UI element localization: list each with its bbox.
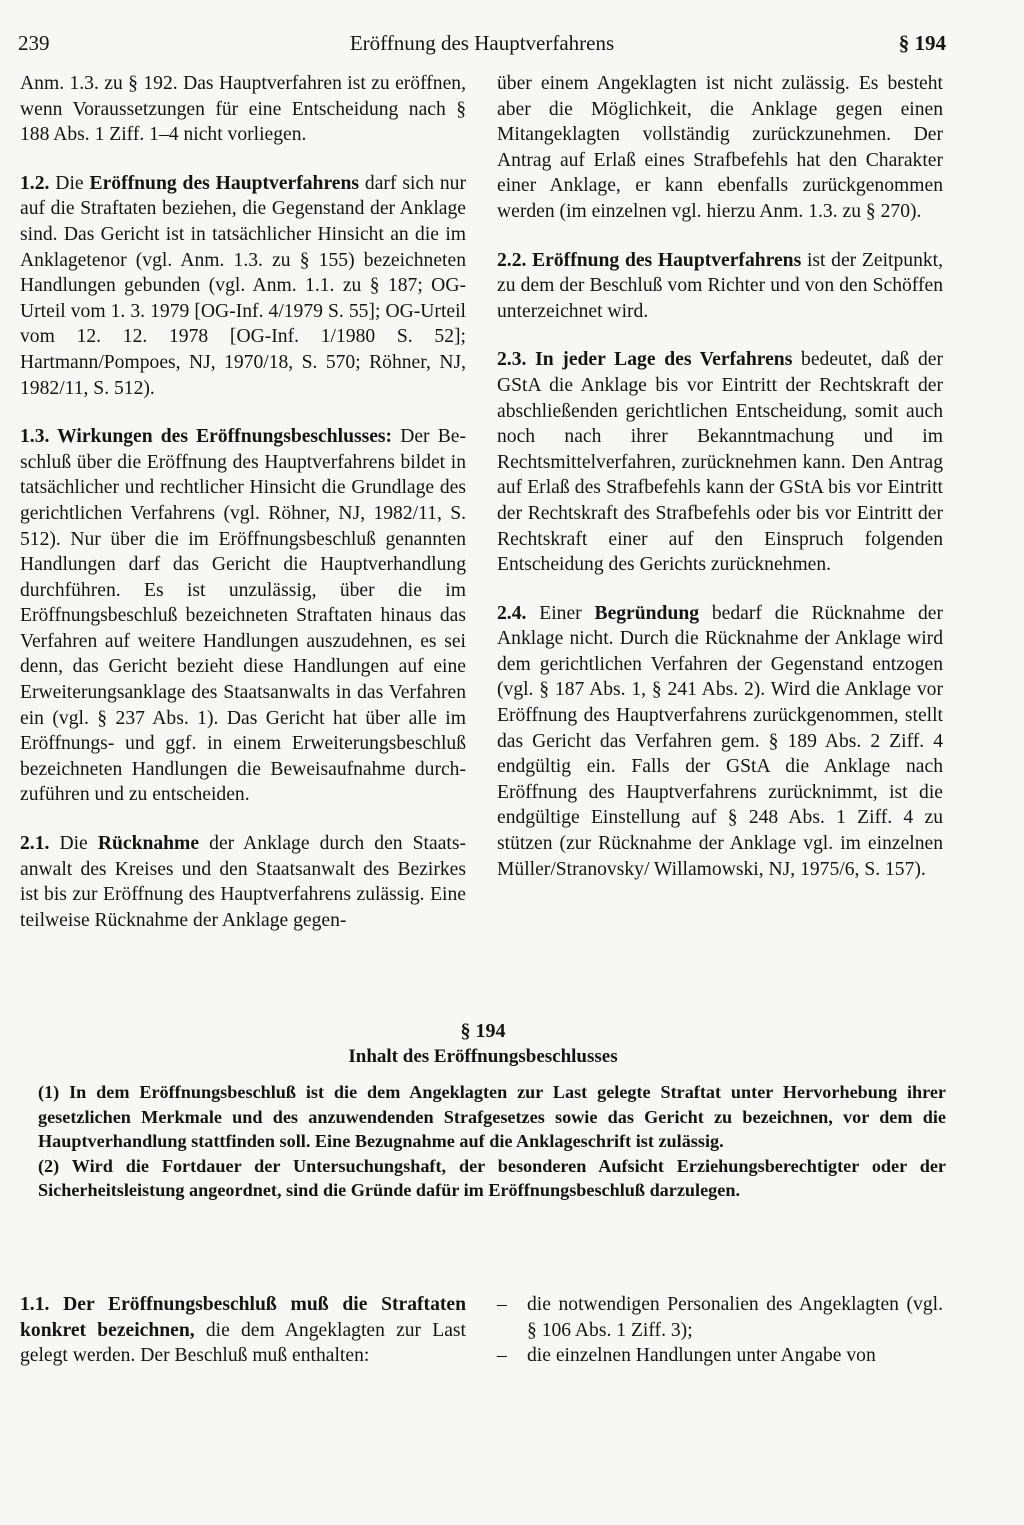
paragraph-keyword: Eröffnung des Hauptverfahrens [89,172,360,194]
paragraph-heading: 1.3. Wirkungen des Eröffnungsbeschlusses: [20,426,393,448]
paragraph-2-2 [497,248,943,325]
paragraph-1-3 [20,424,466,808]
list-item [497,1343,943,1369]
list-item-text: die einzelnen Handlungen unter Angabe von [527,1345,876,1367]
law-paragraph-2: (2) Wird die Fortdauer der Untersuchungshaft, der besonderen Aufsicht Erziehungsberechtigter oder der Sicherheitsleistung angeordnet, sind die Gründe dafür im Eröffnungsbeschluß darzulegen. [38,1155,946,1201]
page-number: 239 [18,31,50,55]
paragraph-text: ist der Zeitpunkt, zu dem der Beschluß vom Richter und von den Schöffen unterzeichnet wird. [497,249,944,322]
paragraph-heading: 2.3. In jeder Lage des Verfahrens [497,349,793,371]
commentary-text: die dem Angeklagten zur Last gelegt werden. Der Beschluß muß enthalten: [20,1319,466,1367]
paragraph-number: 2.4. [497,602,527,624]
paragraph-text: Anm. 1.3. zu § 192. Das Hauptverfahren ist zu eröffnen, wenn Voraussetzungen für eine Entscheidung nach § 188 Abs. 1 Ziff. 1–4 nicht vorliegen. [20,73,466,146]
law-paragraph-1: (1) In dem Eröffnungsbeschluß ist die dem Angeklagten zur Last gelegte Straftat unter Hervorhebung ihrer gesetzlichen Merkmale und des anzuwendenden Strafgesetzes sowie das Gericht zu bezeichnen, vor dem die Hauptverhandlung stattfinden soll. Eine Bezugnahme auf die Anklageschrift ist zulässig. [38,1082,946,1152]
paragraph-text: bedeutet, daß der GStA die Anklage bis vor Eintritt der Rechtskraft der abschließenden gerichtlichen Entscheidung, somit auch noch nach ihrer Bekanntmachung und im Rechtsmittelverfahren, zurücknehmen kann. Den Antrag auf Erlaß des Strafbefehls kann der GStA bis vor Eintritt der Rechtskraft des Strafbefehls oder bis vor Eintritt der Rechtskraft einer auf den Einspruch folgenden Entscheidung des Gerichts zurücknehmen. [497,349,944,576]
paragraph-keyword: Rücknahme [97,833,200,855]
paragraph-intro [20,71,466,148]
commentary-right [497,1292,943,1369]
commentary-heading: 1.1. Der Eröffnungsbeschluß muß die Straftaten konkret bezeichnen, [20,1294,466,1341]
page-header [18,24,946,58]
paragraph-2-4 [497,601,943,883]
paragraph-text: bedarf die Rücknahme der Anklage nicht. Durch die Rücknahme der Anklage wird dem gerichtlichen Verfahren der Gegenstand entzogen (vgl. § 187 Abs. 1, § 241 Abs. 2). Wird die Anklage vor Eröffnung des Hauptverfahrens zurückgenommen, stellt das Gericht das Verfahren gem. § 189 Abs. 2 Ziff. 4 endgültig ein. Falls der GStA die Anklage nach Eröffnung des Hauptverfahrens zurücknimmt, ist die endgültige Einstellung auf § 248 Abs. 1 Ziff. 4 zu stützen (zur Rücknahme der Anklage vgl. im einzelnen Müller/Stranovsky/ Willamowski, NJ, 1975/6, S. 157). [497,602,943,880]
paragraph-keyword: Begründung [594,602,700,624]
dash-bullet: – [497,1294,507,1315]
paragraph-2-3 [497,347,943,577]
law-text-block [20,1019,946,1203]
law-section-title: Inhalt des Eröffnungsbeschlusses [348,1046,618,1067]
running-title: Eröffnung des Hauptverfahrens [349,31,615,55]
paragraph-1-2 [20,171,466,401]
dash-bullet: – [497,1345,507,1367]
paragraph-heading: 2.2. Eröffnung des Hauptverfahrens [497,249,802,271]
paragraph-2-1 [20,831,466,933]
requirements-list [497,1292,943,1369]
left-column [20,71,466,933]
list-item [497,1292,943,1343]
paragraph-number: 1.2. [20,172,50,194]
paragraph-text: der Anklage durch den Staatsanwalt des Kreises und den Staatsanwalt des Bezirkes ist bis zur Eröffnung des Hauptverfahrens zulässig. Eine teilweise Rücknahme der Anklage gegen- [20,833,466,931]
paragraph-number: 2.1. [20,833,50,855]
commentary-left [20,1292,466,1369]
paragraph-text: darf sich nur auf die Straftaten beziehen, die Gegenstand der Anklage sind. Das Gericht ist in tatsächlicher Hinsicht an die im Anklagetenor (vgl. Anm. 1.3. zu § 155) bezeichneten Handlungen gebunden (vgl. Anm. 1.1. zu § 187; OG-Urteil vom 1. 3. 1979 [OG-Inf. 4/1979 S. 55]; OG-Urteil vom 12. 12. 1978 [OG-Inf. 1/1980 S. 52]; Hartmann/Pompoes, NJ, 1970/18, S. 570; Röhner, NJ, 1982/11, S. 512). [20,172,466,399]
law-section-number: § 194 [460,1020,506,1042]
right-column [497,71,943,882]
paragraph-text: Die [49,833,98,855]
paragraph-text: Der Beschluß über die Eröffnung des Hauptverfahrens bildet in tatsächlicher und rechtlicher Hinsicht die Grundlage des gerichtlichen Verfahrens (vgl. Röhner, NJ, 1982/11, S. 512). Nur über die im Eröffnungsbeschluß genannten Handlungen darf das Gericht die Hauptverhandlung durchführen. Es ist unzulässig, über die im Eröffnungsbeschluß bezeichneten Straftaten hinaus das Verfahren auf weitere Handlungen auszudehnen, es sei denn, das Gericht bezieht diese Handlungen auf eine Erweiterungsanklage des Staatsanwalts in das Verfahren ein (vgl. § 237 Abs. 1). Das Gericht hat über alle im Eröffnungs- und ggf. in einem Erweiterungsbeschluß bezeichneten Handlungen die Beweisaufnahme durchzuführen und zu entscheiden. [20,426,466,806]
paragraph-text: über einem Angeklagten ist nicht zulässig. Es besteht aber die Möglichkeit, die Anklage gegen einen Mitangeklagten vollständig zurückzunehmen. Der Antrag auf Erlaß eines Strafbefehls hat den Charakter einer Anklage, er kann ebenfalls zurückgenommen werden (im einzelnen vgl. hierzu Anm. 1.3. zu § 270). [497,73,943,222]
paragraph-text: Einer [526,602,595,624]
paragraph-continued [497,71,943,225]
section-marker: § 194 [898,31,946,55]
paragraph-text: Die [49,172,90,194]
list-item-text: die notwendigen Personalien des Angeklagten (vgl. § 106 Abs. 1 Ziff. 3); [527,1294,943,1341]
